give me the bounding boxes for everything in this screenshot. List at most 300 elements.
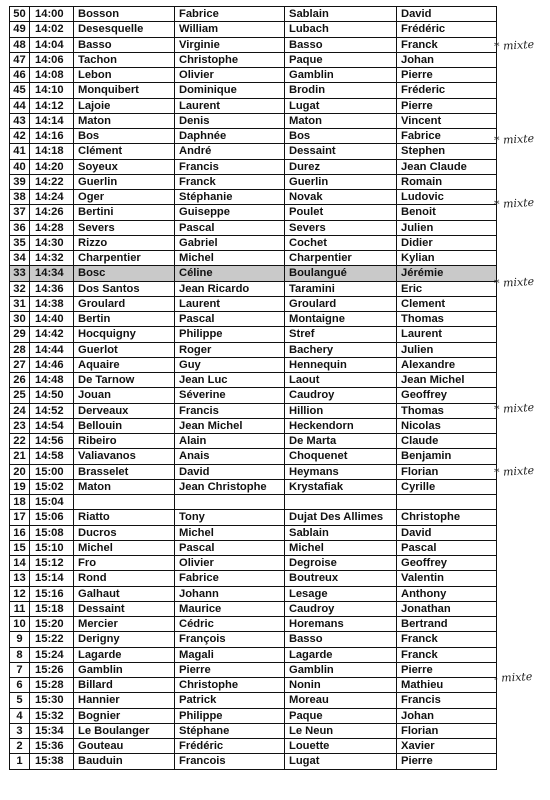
player1-firstname: Frédéric xyxy=(175,739,285,754)
player1-lastname: Dos Santos xyxy=(74,281,175,296)
player1-firstname: Magali xyxy=(175,647,285,662)
player2-firstname: Johan xyxy=(397,708,497,723)
player2-firstname: Benoit xyxy=(397,205,497,220)
table-row xyxy=(10,632,497,647)
tee-time: 15:20 xyxy=(30,617,74,632)
player1-firstname: Roger xyxy=(175,342,285,357)
player1-firstname: Guiseppe xyxy=(175,205,285,220)
table-row xyxy=(10,662,497,677)
player1-firstname: Daphnée xyxy=(175,129,285,144)
tee-time: 15:10 xyxy=(30,540,74,555)
player1-lastname: Bognier xyxy=(74,708,175,723)
player1-firstname: Tony xyxy=(175,510,285,525)
tee-time: 15:34 xyxy=(30,723,74,738)
player2-firstname: Pierre xyxy=(397,68,497,83)
table-row xyxy=(10,22,497,37)
player2-lastname: Lugat xyxy=(285,754,397,769)
player2-lastname xyxy=(285,495,397,510)
player2-lastname: Novak xyxy=(285,190,397,205)
player1-firstname: Anais xyxy=(175,449,285,464)
player2-firstname: Fréderic xyxy=(397,83,497,98)
player1-lastname: Maton xyxy=(74,479,175,494)
handwritten-note: * mixte xyxy=(493,37,535,53)
table-row xyxy=(10,586,497,601)
player2-lastname: Moreau xyxy=(285,693,397,708)
player1-lastname: Bertini xyxy=(74,205,175,220)
player2-lastname: Bachery xyxy=(285,342,397,357)
tee-time: 14:04 xyxy=(30,37,74,52)
player2-firstname: Anthony xyxy=(397,586,497,601)
player1-lastname: Gamblin xyxy=(74,662,175,677)
tee-time: 15:06 xyxy=(30,510,74,525)
player2-lastname: Heckendorn xyxy=(285,418,397,433)
player1-firstname: Michel xyxy=(175,251,285,266)
table-row xyxy=(10,159,497,174)
row-number: 10 xyxy=(10,617,30,632)
tee-time: 14:38 xyxy=(30,296,74,311)
row-number: 45 xyxy=(10,83,30,98)
tee-time: 14:22 xyxy=(30,174,74,189)
player2-firstname: Frédéric xyxy=(397,22,497,37)
player1-lastname: Bellouin xyxy=(74,418,175,433)
tee-time: 14:54 xyxy=(30,418,74,433)
table-row xyxy=(10,205,497,220)
player2-firstname: David xyxy=(397,7,497,22)
player1-firstname: Laurent xyxy=(175,98,285,113)
tee-time: 14:42 xyxy=(30,327,74,342)
table-row xyxy=(10,68,497,83)
player1-lastname: Guerlot xyxy=(74,342,175,357)
player2-firstname: Jérémie xyxy=(397,266,497,281)
tee-time: 15:00 xyxy=(30,464,74,479)
player2-firstname: Julien xyxy=(397,342,497,357)
row-number: 5 xyxy=(10,693,30,708)
row-number: 36 xyxy=(10,220,30,235)
table-row xyxy=(10,479,497,494)
table-row xyxy=(10,434,497,449)
table-row xyxy=(10,190,497,205)
tee-time-table xyxy=(9,6,497,770)
player2-firstname: Jean Claude xyxy=(397,159,497,174)
handwritten-note: * mixte xyxy=(493,464,535,480)
player1-firstname: Fabrice xyxy=(175,7,285,22)
tee-time: 15:30 xyxy=(30,693,74,708)
player1-firstname: Céline xyxy=(175,266,285,281)
table-row xyxy=(10,113,497,128)
player1-lastname: Maton xyxy=(74,113,175,128)
player2-lastname: Durez xyxy=(285,159,397,174)
player1-lastname: Derveaux xyxy=(74,403,175,418)
row-number: 44 xyxy=(10,98,30,113)
player2-firstname: Florian xyxy=(397,723,497,738)
player1-lastname: Charpentier xyxy=(74,251,175,266)
player2-lastname: De Marta xyxy=(285,434,397,449)
player1-lastname: Monquibert xyxy=(74,83,175,98)
tee-time: 14:52 xyxy=(30,403,74,418)
player2-firstname: Julien xyxy=(397,220,497,235)
player2-firstname: Francis xyxy=(397,693,497,708)
player2-lastname: Maton xyxy=(285,113,397,128)
player1-firstname: François xyxy=(175,632,285,647)
player1-lastname: Riatto xyxy=(74,510,175,525)
player1-lastname: Rizzo xyxy=(74,235,175,250)
tee-time: 14:14 xyxy=(30,113,74,128)
player2-lastname: Louette xyxy=(285,739,397,754)
row-number: 7 xyxy=(10,662,30,677)
table-row xyxy=(10,495,497,510)
handwritten-note: * mixte xyxy=(493,274,535,290)
row-number: 32 xyxy=(10,281,30,296)
player2-lastname: Dujat Des Allimes xyxy=(285,510,397,525)
table-row xyxy=(10,693,497,708)
tee-time: 14:56 xyxy=(30,434,74,449)
player1-firstname: Denis xyxy=(175,113,285,128)
row-number: 12 xyxy=(10,586,30,601)
table-row xyxy=(10,37,497,52)
player1-firstname: Olivier xyxy=(175,68,285,83)
player1-firstname: Johann xyxy=(175,586,285,601)
player2-lastname: Severs xyxy=(285,220,397,235)
player2-lastname: Heymans xyxy=(285,464,397,479)
table-row xyxy=(10,708,497,723)
player2-lastname: Paque xyxy=(285,52,397,67)
tee-time: 15:26 xyxy=(30,662,74,677)
table-row xyxy=(10,739,497,754)
tee-time: 14:10 xyxy=(30,83,74,98)
tee-time: 15:32 xyxy=(30,708,74,723)
player1-firstname: Stéphane xyxy=(175,723,285,738)
player2-firstname: Nicolas xyxy=(397,418,497,433)
row-number: 19 xyxy=(10,479,30,494)
player1-lastname: Ducros xyxy=(74,525,175,540)
player1-lastname: Tachon xyxy=(74,52,175,67)
tee-time: 14:46 xyxy=(30,357,74,372)
player1-firstname: Olivier xyxy=(175,556,285,571)
player2-firstname: Laurent xyxy=(397,327,497,342)
player2-firstname: Florian xyxy=(397,464,497,479)
player1-firstname: André xyxy=(175,144,285,159)
row-number: 30 xyxy=(10,312,30,327)
player2-lastname: Degroise xyxy=(285,556,397,571)
table-row xyxy=(10,540,497,555)
player1-firstname: Gabriel xyxy=(175,235,285,250)
player1-firstname: Guy xyxy=(175,357,285,372)
tee-time: 15:08 xyxy=(30,525,74,540)
player1-firstname: Dominique xyxy=(175,83,285,98)
player1-firstname: Michel xyxy=(175,525,285,540)
table-row xyxy=(10,144,497,159)
table-row xyxy=(10,403,497,418)
player1-firstname: Philippe xyxy=(175,708,285,723)
handwritten-note: * mixte xyxy=(493,195,535,211)
player2-lastname: Basso xyxy=(285,37,397,52)
player2-lastname: Krystafiak xyxy=(285,479,397,494)
player1-firstname: Philippe xyxy=(175,327,285,342)
handwritten-note: * mixte xyxy=(493,132,535,148)
row-number: 24 xyxy=(10,403,30,418)
row-number: 2 xyxy=(10,739,30,754)
tee-time: 14:50 xyxy=(30,388,74,403)
table-row xyxy=(10,312,497,327)
player1-lastname: Dessaint xyxy=(74,601,175,616)
table-row xyxy=(10,266,497,281)
row-number: 38 xyxy=(10,190,30,205)
player2-lastname: Boutreux xyxy=(285,571,397,586)
tee-time: 14:18 xyxy=(30,144,74,159)
table-row xyxy=(10,220,497,235)
tee-time: 14:20 xyxy=(30,159,74,174)
row-number: 8 xyxy=(10,647,30,662)
player1-firstname: Christophe xyxy=(175,678,285,693)
player2-lastname: Paque xyxy=(285,708,397,723)
tee-time: 14:44 xyxy=(30,342,74,357)
player1-lastname: Le Boulanger xyxy=(74,723,175,738)
player1-lastname: Valiavanos xyxy=(74,449,175,464)
table-row xyxy=(10,373,497,388)
player1-firstname: Pascal xyxy=(175,312,285,327)
tee-time: 14:32 xyxy=(30,251,74,266)
player1-firstname: Francois xyxy=(175,754,285,769)
row-number: 17 xyxy=(10,510,30,525)
tee-time: 14:06 xyxy=(30,52,74,67)
player2-firstname: Jean Michel xyxy=(397,373,497,388)
handwritten-note: - mixte xyxy=(493,669,533,685)
player2-lastname: Horemans xyxy=(285,617,397,632)
row-number: 25 xyxy=(10,388,30,403)
row-number: 4 xyxy=(10,708,30,723)
player1-lastname: Fro xyxy=(74,556,175,571)
player1-lastname: Bosson xyxy=(74,7,175,22)
player1-lastname: Hannier xyxy=(74,693,175,708)
table-row xyxy=(10,327,497,342)
tee-time: 14:48 xyxy=(30,373,74,388)
player1-firstname: Francis xyxy=(175,403,285,418)
tee-time: 15:16 xyxy=(30,586,74,601)
table-row xyxy=(10,388,497,403)
player2-lastname: Taramini xyxy=(285,281,397,296)
tee-time: 14:00 xyxy=(30,7,74,22)
tee-time: 14:16 xyxy=(30,129,74,144)
row-number: 3 xyxy=(10,723,30,738)
player1-firstname: Alain xyxy=(175,434,285,449)
table-row xyxy=(10,83,497,98)
player2-firstname: Bertrand xyxy=(397,617,497,632)
player1-lastname: Guerlin xyxy=(74,174,175,189)
player1-firstname: Pierre xyxy=(175,662,285,677)
player1-lastname: Soyeux xyxy=(74,159,175,174)
row-number: 6 xyxy=(10,678,30,693)
row-number: 41 xyxy=(10,144,30,159)
player2-lastname: Hennequin xyxy=(285,357,397,372)
player2-lastname: Lagarde xyxy=(285,647,397,662)
table-row xyxy=(10,510,497,525)
table-row xyxy=(10,357,497,372)
row-number: 20 xyxy=(10,464,30,479)
tee-time: 15:04 xyxy=(30,495,74,510)
player1-lastname: Lajoie xyxy=(74,98,175,113)
player1-lastname: Rond xyxy=(74,571,175,586)
player2-lastname: Lesage xyxy=(285,586,397,601)
player1-firstname: Fabrice xyxy=(175,571,285,586)
player2-firstname: Pierre xyxy=(397,98,497,113)
row-number: 42 xyxy=(10,129,30,144)
player2-firstname: Valentin xyxy=(397,571,497,586)
row-number: 37 xyxy=(10,205,30,220)
row-number: 21 xyxy=(10,449,30,464)
player1-lastname: Clément xyxy=(74,144,175,159)
row-number: 29 xyxy=(10,327,30,342)
player1-lastname: Billard xyxy=(74,678,175,693)
player1-firstname: William xyxy=(175,22,285,37)
player1-lastname: Bos xyxy=(74,129,175,144)
table-row xyxy=(10,647,497,662)
tee-time: 15:22 xyxy=(30,632,74,647)
player1-lastname: Bertin xyxy=(74,312,175,327)
player2-lastname: Guerlin xyxy=(285,174,397,189)
tee-time: 14:28 xyxy=(30,220,74,235)
player2-firstname: Johan xyxy=(397,52,497,67)
row-number: 23 xyxy=(10,418,30,433)
player2-lastname: Sablain xyxy=(285,7,397,22)
player2-lastname: Gamblin xyxy=(285,662,397,677)
table-row xyxy=(10,251,497,266)
player2-firstname: Eric xyxy=(397,281,497,296)
player2-firstname: Franck xyxy=(397,37,497,52)
player2-firstname: Mathieu xyxy=(397,678,497,693)
player1-lastname: Mercier xyxy=(74,617,175,632)
player2-firstname: Vincent xyxy=(397,113,497,128)
tee-time: 15:28 xyxy=(30,678,74,693)
row-number: 39 xyxy=(10,174,30,189)
player1-lastname: Basso xyxy=(74,37,175,52)
tee-time: 15:18 xyxy=(30,601,74,616)
player2-firstname: Pierre xyxy=(397,754,497,769)
player2-lastname: Michel xyxy=(285,540,397,555)
player2-lastname: Nonin xyxy=(285,678,397,693)
row-number: 50 xyxy=(10,7,30,22)
row-number: 26 xyxy=(10,373,30,388)
table-row xyxy=(10,556,497,571)
player2-lastname: Dessaint xyxy=(285,144,397,159)
player1-lastname: Oger xyxy=(74,190,175,205)
player2-lastname: Montaigne xyxy=(285,312,397,327)
row-number: 9 xyxy=(10,632,30,647)
player1-lastname: Gouteau xyxy=(74,739,175,754)
row-number: 31 xyxy=(10,296,30,311)
row-number: 16 xyxy=(10,525,30,540)
player2-firstname: Pierre xyxy=(397,662,497,677)
player1-firstname: Jean Michel xyxy=(175,418,285,433)
table-row xyxy=(10,235,497,250)
player2-firstname: Claude xyxy=(397,434,497,449)
player2-firstname: David xyxy=(397,525,497,540)
player2-firstname: Clement xyxy=(397,296,497,311)
player2-firstname: Benjamin xyxy=(397,449,497,464)
player2-lastname: Caudroy xyxy=(285,388,397,403)
table-row xyxy=(10,571,497,586)
player1-lastname: Hocquigny xyxy=(74,327,175,342)
player2-firstname: Thomas xyxy=(397,403,497,418)
row-number: 40 xyxy=(10,159,30,174)
player1-lastname: De Tarnow xyxy=(74,373,175,388)
player1-firstname: Franck xyxy=(175,174,285,189)
tee-time: 15:14 xyxy=(30,571,74,586)
table-row xyxy=(10,296,497,311)
player1-firstname: Laurent xyxy=(175,296,285,311)
player2-firstname: Pascal xyxy=(397,540,497,555)
tee-time: 15:36 xyxy=(30,739,74,754)
player1-firstname: Pascal xyxy=(175,540,285,555)
player1-firstname: Pascal xyxy=(175,220,285,235)
player1-lastname: Jouan xyxy=(74,388,175,403)
player1-lastname: Aquaire xyxy=(74,357,175,372)
tee-time: 15:02 xyxy=(30,479,74,494)
player1-lastname: Ribeiro xyxy=(74,434,175,449)
player2-lastname: Lugat xyxy=(285,98,397,113)
player1-lastname: Severs xyxy=(74,220,175,235)
row-number: 28 xyxy=(10,342,30,357)
player2-firstname: Franck xyxy=(397,647,497,662)
tee-time: 14:58 xyxy=(30,449,74,464)
table-row xyxy=(10,464,497,479)
tee-time: 14:34 xyxy=(30,266,74,281)
table-row xyxy=(10,342,497,357)
row-number: 47 xyxy=(10,52,30,67)
player2-lastname: Laout xyxy=(285,373,397,388)
handwritten-note: * mixte xyxy=(493,400,535,417)
player2-lastname: Boulangué xyxy=(285,266,397,281)
table-row xyxy=(10,281,497,296)
player2-firstname: Jonathan xyxy=(397,601,497,616)
player2-lastname: Le Neun xyxy=(285,723,397,738)
table-row xyxy=(10,7,497,22)
table-row xyxy=(10,129,497,144)
tee-time: 15:24 xyxy=(30,647,74,662)
player1-lastname: Desesquelle xyxy=(74,22,175,37)
player2-lastname: Stref xyxy=(285,327,397,342)
player2-lastname: Brodin xyxy=(285,83,397,98)
table-row xyxy=(10,174,497,189)
player2-firstname: Xavier xyxy=(397,739,497,754)
player2-firstname: Franck xyxy=(397,632,497,647)
tee-time: 15:12 xyxy=(30,556,74,571)
player1-firstname: Séverine xyxy=(175,388,285,403)
player1-lastname: Derigny xyxy=(74,632,175,647)
row-number: 43 xyxy=(10,113,30,128)
row-number: 35 xyxy=(10,235,30,250)
player1-firstname: David xyxy=(175,464,285,479)
table-row xyxy=(10,617,497,632)
table-row xyxy=(10,98,497,113)
player2-firstname: Geoffrey xyxy=(397,388,497,403)
table-row xyxy=(10,723,497,738)
player2-lastname: Hillion xyxy=(285,403,397,418)
player2-lastname: Charpentier xyxy=(285,251,397,266)
player1-firstname: Jean Luc xyxy=(175,373,285,388)
tee-time: 14:26 xyxy=(30,205,74,220)
row-number: 49 xyxy=(10,22,30,37)
table-row xyxy=(10,678,497,693)
player1-firstname: Francis xyxy=(175,159,285,174)
tee-time: 14:12 xyxy=(30,98,74,113)
row-number: 11 xyxy=(10,601,30,616)
player2-firstname: Fabrice xyxy=(397,129,497,144)
row-number: 22 xyxy=(10,434,30,449)
player1-lastname: Groulard xyxy=(74,296,175,311)
player2-firstname: Kylian xyxy=(397,251,497,266)
table-row xyxy=(10,601,497,616)
player1-firstname: Maurice xyxy=(175,601,285,616)
